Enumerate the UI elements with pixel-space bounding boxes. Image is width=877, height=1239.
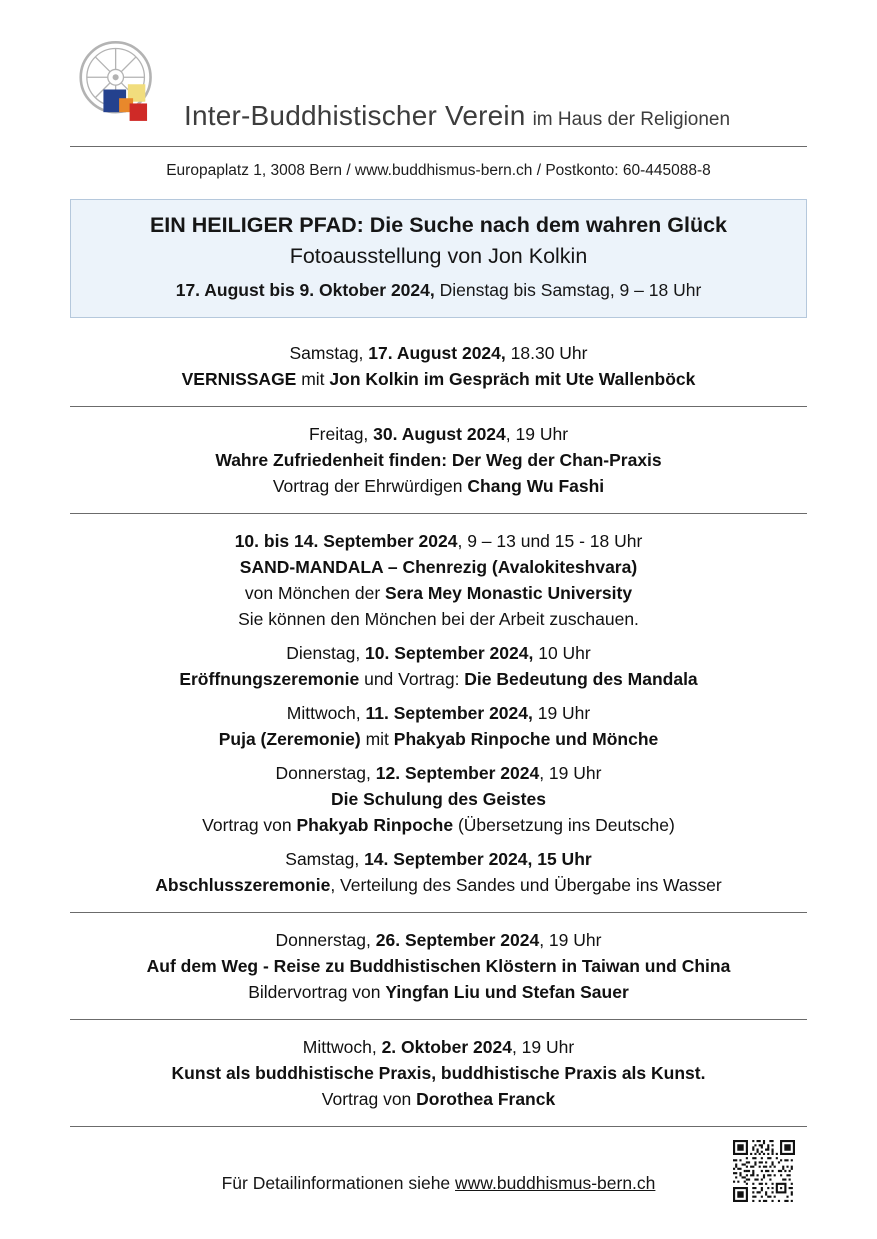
org-subtitle: im Haus der Religionen [532,109,731,130]
address-line: Europaplatz 1, 3008 Bern / www.buddhismus-bern.ch / Postkonto: 60-445088-8 [166,162,711,179]
text-segment: Mittwoch, [286,703,366,723]
event-section-chan-praxis-vortrag [70,407,807,513]
text-segment: Dienstag bis Samstag, 9 – 18 Uhr [434,280,702,300]
text-segment: , 9 – 13 und 15 - 18 Uhr [457,531,643,551]
bold-text-segment: VERNISSAGE [181,369,297,389]
bold-text-segment: Abschlusszeremonie [155,875,331,895]
bold-text-segment: Sera Mey Monastic University [385,583,633,603]
event-line [70,554,807,580]
bold-text-segment: Wahre Zufriedenheit finden: Der Weg der Chan-Praxis [215,450,662,470]
event-line [70,666,807,692]
header-divider [70,146,807,147]
bold-text-segment: Auf dem Weg - Reise zu Buddhistischen Klöstern in Taiwan und China [146,956,731,976]
bold-text-segment: 10. bis 14. September 2024 [234,531,458,551]
event-section-taiwan-china-bildervortrag [70,913,807,1019]
text-segment: Samstag, [285,849,365,869]
website-link[interactable]: www.buddhismus-bern.ch [455,1173,656,1193]
text-segment: Freitag, [308,424,374,444]
logo-square-red [130,103,147,120]
text-segment: (Übersetzung ins Deutsche) [453,815,675,835]
footer-text: Für Detailinformationen siehe [221,1173,456,1193]
event-line [70,726,807,752]
event-line [70,421,807,447]
text-segment: Vortrag von [202,815,297,835]
text-segment: Samstag, [289,343,369,363]
event-line [70,953,807,979]
text-segment: Dienstag, [286,643,366,663]
bold-text-segment: 26. September 2024 [375,930,540,950]
text-segment: , 19 Uhr [539,930,602,950]
bold-text-segment: 17. August bis 9. Oktober 2024, [175,280,435,300]
event-line [70,700,807,726]
text-segment: Vortrag von [321,1089,417,1109]
event-line [70,606,807,632]
text-segment: , 19 Uhr [539,763,602,783]
event-line [70,580,807,606]
bold-text-segment: SAND-MANDALA – Chenrezig (Avalokiteshvara) [239,557,638,577]
event-section-kunst-vortrag [70,1020,807,1126]
text-segment: Fotoausstellung von Jon Kolkin [289,244,588,268]
event-line [70,366,807,392]
bold-text-segment: Yingfan Liu und Stefan Sauer [385,982,629,1002]
text-segment: Donnerstag, [275,763,376,783]
event-line [70,760,807,786]
event-line [70,846,807,872]
event-line [70,1060,807,1086]
event-section-sand-mandala [70,514,807,912]
event-section-vernissage [70,326,807,406]
event-paragraph [70,1034,807,1112]
event-paragraph [70,760,807,838]
event-line [70,640,807,666]
bold-text-segment: 14. September 2024, 15 Uhr [364,849,592,869]
exhibition-subtitle [81,242,796,270]
bold-text-segment: 10. September 2024, [365,643,534,663]
footer-note [70,1127,807,1194]
text-segment: 10 Uhr [533,643,591,663]
bold-text-segment: 30. August 2024 [373,424,506,444]
text-segment: Donnerstag, [275,930,376,950]
exhibition-dates [81,278,796,304]
exhibition-banner [70,199,807,318]
text-segment: Sie können den Mönchen bei der Arbeit zuschauen. [238,609,639,629]
text-segment: , 19 Uhr [505,424,569,444]
event-paragraph [70,640,807,692]
text-segment: mit [360,729,394,749]
event-line [70,340,807,366]
event-line [70,927,807,953]
text-segment: 18.30 Uhr [505,343,588,363]
footer [70,1127,807,1231]
text-segment: von Mönchen der [244,583,386,603]
event-line [70,447,807,473]
event-line [70,872,807,898]
event-paragraph [70,340,807,392]
event-paragraph [70,700,807,752]
bold-text-segment: 12. September 2024 [375,763,540,783]
text-segment: Bildervortrag von [248,982,386,1002]
bold-text-segment: Chang Wu Fashi [467,476,605,496]
bold-text-segment: Jon Kolkin im Gespräch mit Ute Wallenböck [329,369,696,389]
event-line [70,528,807,554]
bold-text-segment: Eröffnungszeremonie [179,669,360,689]
bold-text-segment: EIN HEILIGER PFAD: Die Suche nach dem wahren Glück [149,213,728,237]
bold-text-segment: Puja (Zeremonie) [218,729,361,749]
text-segment: mit [296,369,330,389]
event-paragraph [70,528,807,632]
bold-text-segment: Phakyab Rinpoche und Mönche [393,729,659,749]
org-titles [184,100,730,136]
text-segment: 19 Uhr [532,703,591,723]
event-line [70,979,807,1005]
bold-text-segment: Phakyab Rinpoche [296,815,454,835]
text-segment: Vortrag der Ehrwürdigen [272,476,468,496]
bold-text-segment: 2. Oktober 2024 [381,1037,512,1057]
dharma-wheel-logo-icon [72,36,168,136]
event-line [70,1034,807,1060]
logo [72,36,168,136]
event-line [70,812,807,838]
event-line [70,786,807,812]
qr-code-graphic [733,1140,795,1202]
event-line [70,1086,807,1112]
text-segment: Mittwoch, [302,1037,382,1057]
header [70,36,807,136]
bold-text-segment: Kunst als buddhistische Praxis, buddhistische Praxis als Kunst. [171,1063,706,1083]
bold-text-segment: Die Schulung des Geistes [331,789,546,809]
event-paragraph [70,846,807,898]
bold-text-segment: Dorothea Franck [416,1089,556,1109]
bold-text-segment: 17. August 2024, [368,343,506,363]
text-segment: und Vortrag: [359,669,465,689]
event-paragraph [70,421,807,499]
bold-text-segment: 11. September 2024, [365,703,533,723]
bold-text-segment: Die Bedeutung des Mandala [464,669,698,689]
event-line [70,473,807,499]
exhibition-title [81,211,796,239]
event-paragraph [70,927,807,1005]
text-segment: , Verteilung des Sandes und Übergabe ins Wasser [330,875,722,895]
org-title: Inter-Buddhistischer Verein [184,100,526,131]
text-segment: , 19 Uhr [511,1037,575,1057]
qr-code [733,1140,795,1202]
